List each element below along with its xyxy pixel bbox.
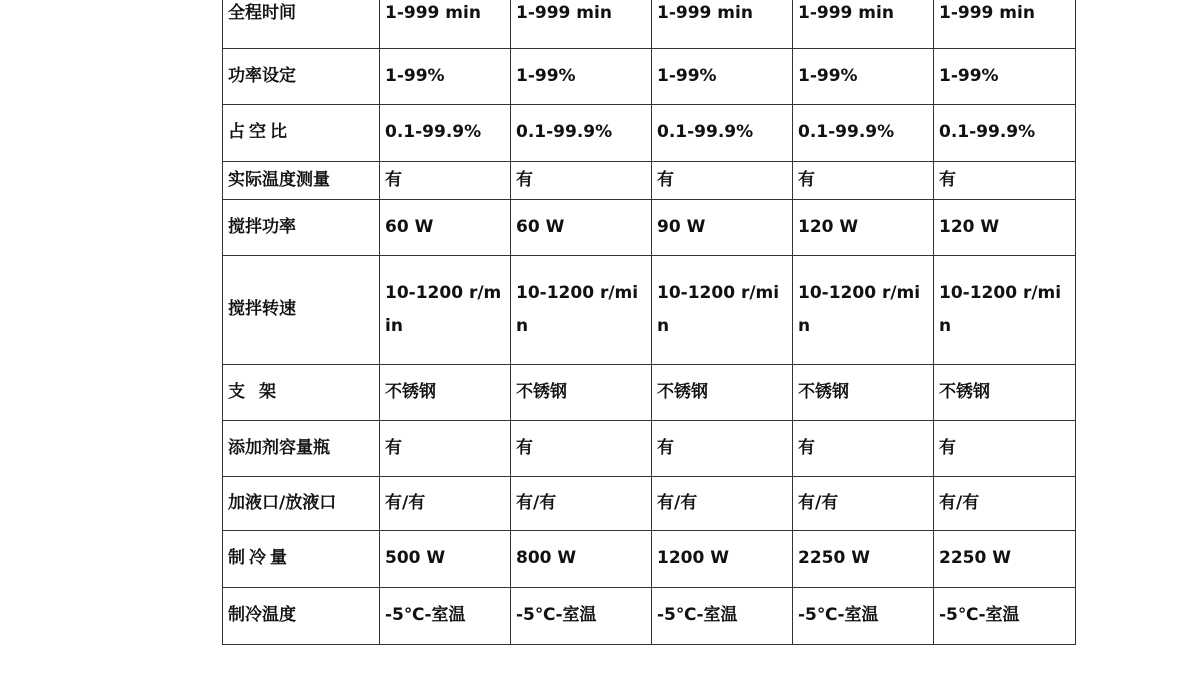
table-cell: 1-999 min	[380, 0, 511, 49]
table-cell: 10-1200 r/min	[652, 256, 793, 365]
table-cell: 有/有	[793, 477, 934, 531]
table-row-power-setting	[223, 49, 1076, 105]
row-label: 支架	[223, 365, 380, 421]
table-row-cooling-capacity	[223, 531, 1076, 588]
table-cell: 有	[511, 421, 652, 477]
table-cell: 1-99%	[793, 49, 934, 105]
table-cell: 2250 W	[793, 531, 934, 588]
table-cell: 1-99%	[511, 49, 652, 105]
row-label: 添加剂容量瓶	[223, 421, 380, 477]
table-row-cooling-temp	[223, 588, 1076, 645]
table-cell: 1-999 min	[793, 0, 934, 49]
table-row-inlet-outlet	[223, 477, 1076, 531]
table-cell: 2250 W	[934, 531, 1076, 588]
table-cell: 0.1-99.9%	[380, 105, 511, 162]
table-cell: 不锈钢	[793, 365, 934, 421]
table-cell: 120 W	[934, 200, 1076, 256]
table-cell: 有/有	[511, 477, 652, 531]
table-cell: 1-999 min	[934, 0, 1076, 49]
table-cell: 有	[380, 421, 511, 477]
table-row-stand	[223, 365, 1076, 421]
table-cell: 60 W	[380, 200, 511, 256]
table-cell: 有	[380, 162, 511, 200]
table-cell: 0.1-99.9%	[793, 105, 934, 162]
table-cell: 不锈钢	[934, 365, 1076, 421]
table-cell: -5℃-室温	[652, 588, 793, 645]
table-cell: 有/有	[652, 477, 793, 531]
table-row-stir-power	[223, 200, 1076, 256]
table-cell: 10-1200 r/min	[511, 256, 652, 365]
table-cell: 有	[652, 162, 793, 200]
table-cell: 有	[652, 421, 793, 477]
table-cell: 有/有	[380, 477, 511, 531]
table-row-total-time	[223, 0, 1076, 49]
table-cell: 1200 W	[652, 531, 793, 588]
table-cell: -5℃-室温	[793, 588, 934, 645]
table-cell: 0.1-99.9%	[934, 105, 1076, 162]
row-label: 搅拌功率	[223, 200, 380, 256]
table-cell: 有	[793, 162, 934, 200]
table-cell: 500 W	[380, 531, 511, 588]
table-row-temp-measurement	[223, 162, 1076, 200]
table-row-stir-speed	[223, 256, 1076, 365]
table-cell: 1-99%	[652, 49, 793, 105]
row-label: 制冷温度	[223, 588, 380, 645]
table-cell: -5℃-室温	[934, 588, 1076, 645]
table-cell: 1-999 min	[511, 0, 652, 49]
spec-table-container	[222, 0, 1076, 645]
table-cell: 不锈钢	[380, 365, 511, 421]
table-cell: 800 W	[511, 531, 652, 588]
table-cell: 有	[511, 162, 652, 200]
table-cell: 有	[934, 421, 1076, 477]
table-cell: 1-99%	[380, 49, 511, 105]
table-cell: -5℃-室温	[511, 588, 652, 645]
row-label: 功率设定	[223, 49, 380, 105]
table-cell: 10-1200 r/min	[380, 256, 511, 365]
table-cell: 0.1-99.9%	[511, 105, 652, 162]
row-label: 实际温度测量	[223, 162, 380, 200]
row-label: 搅拌转速	[223, 256, 380, 365]
table-cell: 60 W	[511, 200, 652, 256]
table-cell: 有	[934, 162, 1076, 200]
row-label: 全程时间	[223, 0, 380, 49]
table-cell: 0.1-99.9%	[652, 105, 793, 162]
spec-table	[222, 0, 1076, 645]
table-cell: 有	[793, 421, 934, 477]
row-label: 占空比	[223, 105, 380, 162]
row-label: 加液口/放液口	[223, 477, 380, 531]
table-cell: 10-1200 r/min	[793, 256, 934, 365]
table-cell: 10-1200 r/min	[934, 256, 1076, 365]
table-row-additive-bottle	[223, 421, 1076, 477]
table-cell: -5℃-室温	[380, 588, 511, 645]
table-cell: 不锈钢	[652, 365, 793, 421]
table-cell: 120 W	[793, 200, 934, 256]
table-cell: 90 W	[652, 200, 793, 256]
table-cell: 1-99%	[934, 49, 1076, 105]
table-row-duty-cycle	[223, 105, 1076, 162]
table-cell: 不锈钢	[511, 365, 652, 421]
table-cell: 有/有	[934, 477, 1076, 531]
table-cell: 1-999 min	[652, 0, 793, 49]
row-label: 制冷量	[223, 531, 380, 588]
